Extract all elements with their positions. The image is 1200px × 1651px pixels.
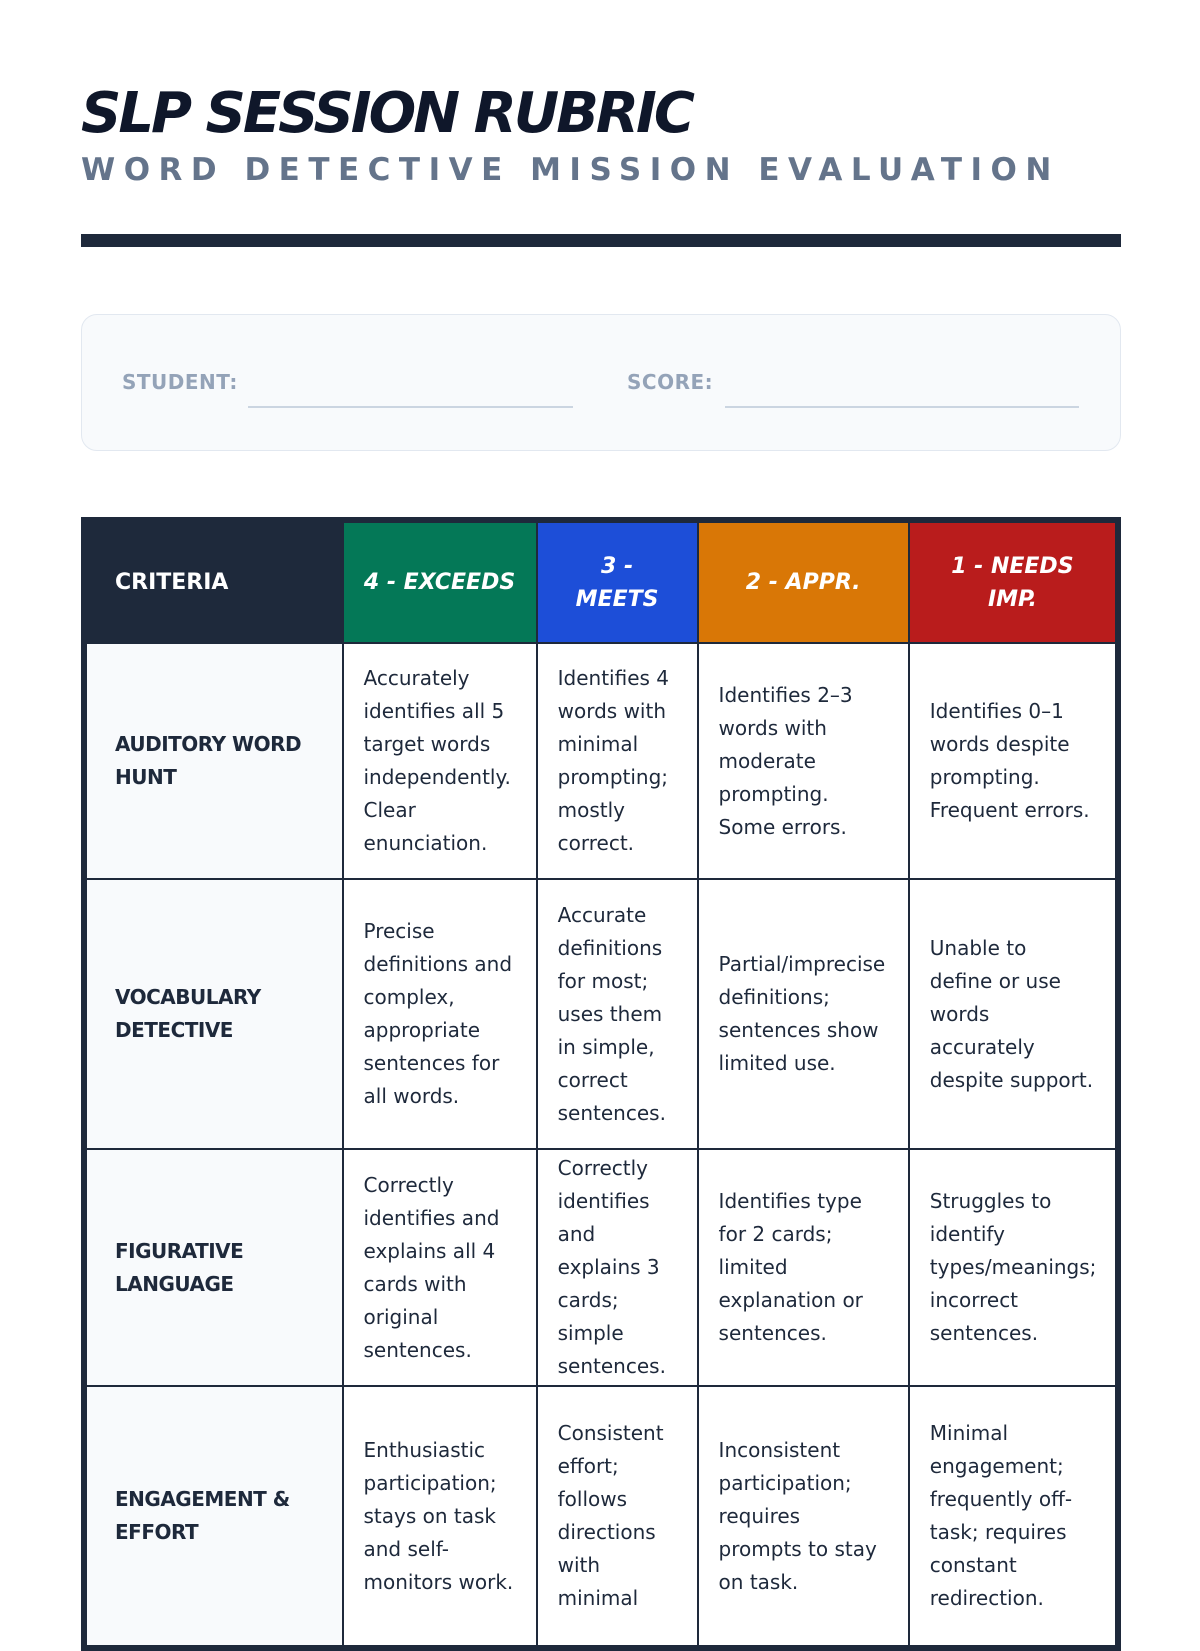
student-info-box (81, 314, 1121, 451)
needs-cell: Struggles to identify types/meanings; incorrect sentences. (909, 1149, 1118, 1386)
exceeds-cell: Precise definitions and complex, appropriate sentences for all words. (343, 879, 537, 1149)
criteria-cell: VOCABULARY DETECTIVE (84, 879, 343, 1149)
approaching-cell: Identifies 2–3 words with moderate prompting. Some errors. (698, 643, 909, 879)
score-label: SCORE: (627, 370, 714, 394)
table-row (84, 1386, 1118, 1648)
criteria-cell: AUDITORY WORD HUNT (84, 643, 343, 879)
score-field[interactable] (725, 406, 1079, 408)
criteria-cell: ENGAGEMENT & EFFORT (84, 1386, 343, 1648)
student-label: STUDENT: (122, 370, 238, 394)
header-needs-improvement: 1 - NEEDS IMP. (909, 520, 1118, 643)
needs-cell: Minimal engagement; frequently off-task; requires constant redirection. (909, 1386, 1118, 1648)
exceeds-cell: Enthusiastic participation; stays on task and self-monitors work. (343, 1386, 537, 1648)
approaching-cell: Partial/imprecise definitions; sentences show limited use. (698, 879, 909, 1149)
approaching-cell: Identifies type for 2 cards; limited explanation or sentences. (698, 1149, 909, 1386)
page-title: SLP SESSION RUBRIC (81, 81, 692, 146)
rubric-table (81, 517, 1121, 1651)
header-exceeds: 4 - EXCEEDS (343, 520, 537, 643)
meets-cell: Identifies 4 words with minimal prompting; mostly correct. (537, 643, 698, 879)
exceeds-cell: Correctly identifies and explains all 4 cards with original sentences. (343, 1149, 537, 1386)
header-row (84, 520, 1118, 643)
needs-cell: Unable to define or use words accurately despite support. (909, 879, 1118, 1149)
meets-cell: Consistent effort; follows directions with minimal (537, 1386, 698, 1648)
table-row (84, 643, 1118, 879)
table-row (84, 1149, 1118, 1386)
meets-cell: Accurate definitions for most; uses them in simple, correct sentences. (537, 879, 698, 1149)
header-criteria: CRITERIA (84, 520, 343, 643)
meets-cell: Correctly identifies and explains 3 cards; simple sentences. (537, 1149, 698, 1386)
page-subtitle: WORD DETECTIVE MISSION EVALUATION (81, 152, 1060, 188)
student-field[interactable] (248, 406, 573, 408)
header-divider (81, 234, 1121, 247)
header-meets: 3 - MEETS (537, 520, 698, 643)
approaching-cell: Inconsistent participation; requires prompts to stay on task. (698, 1386, 909, 1648)
header-approaching: 2 - APPR. (698, 520, 909, 643)
criteria-cell: FIGURATIVE LANGUAGE (84, 1149, 343, 1386)
exceeds-cell: Accurately identifies all 5 target words independently. Clear enunciation. (343, 643, 537, 879)
table-row (84, 879, 1118, 1149)
needs-cell: Identifies 0–1 words despite prompting. Frequent errors. (909, 643, 1118, 879)
